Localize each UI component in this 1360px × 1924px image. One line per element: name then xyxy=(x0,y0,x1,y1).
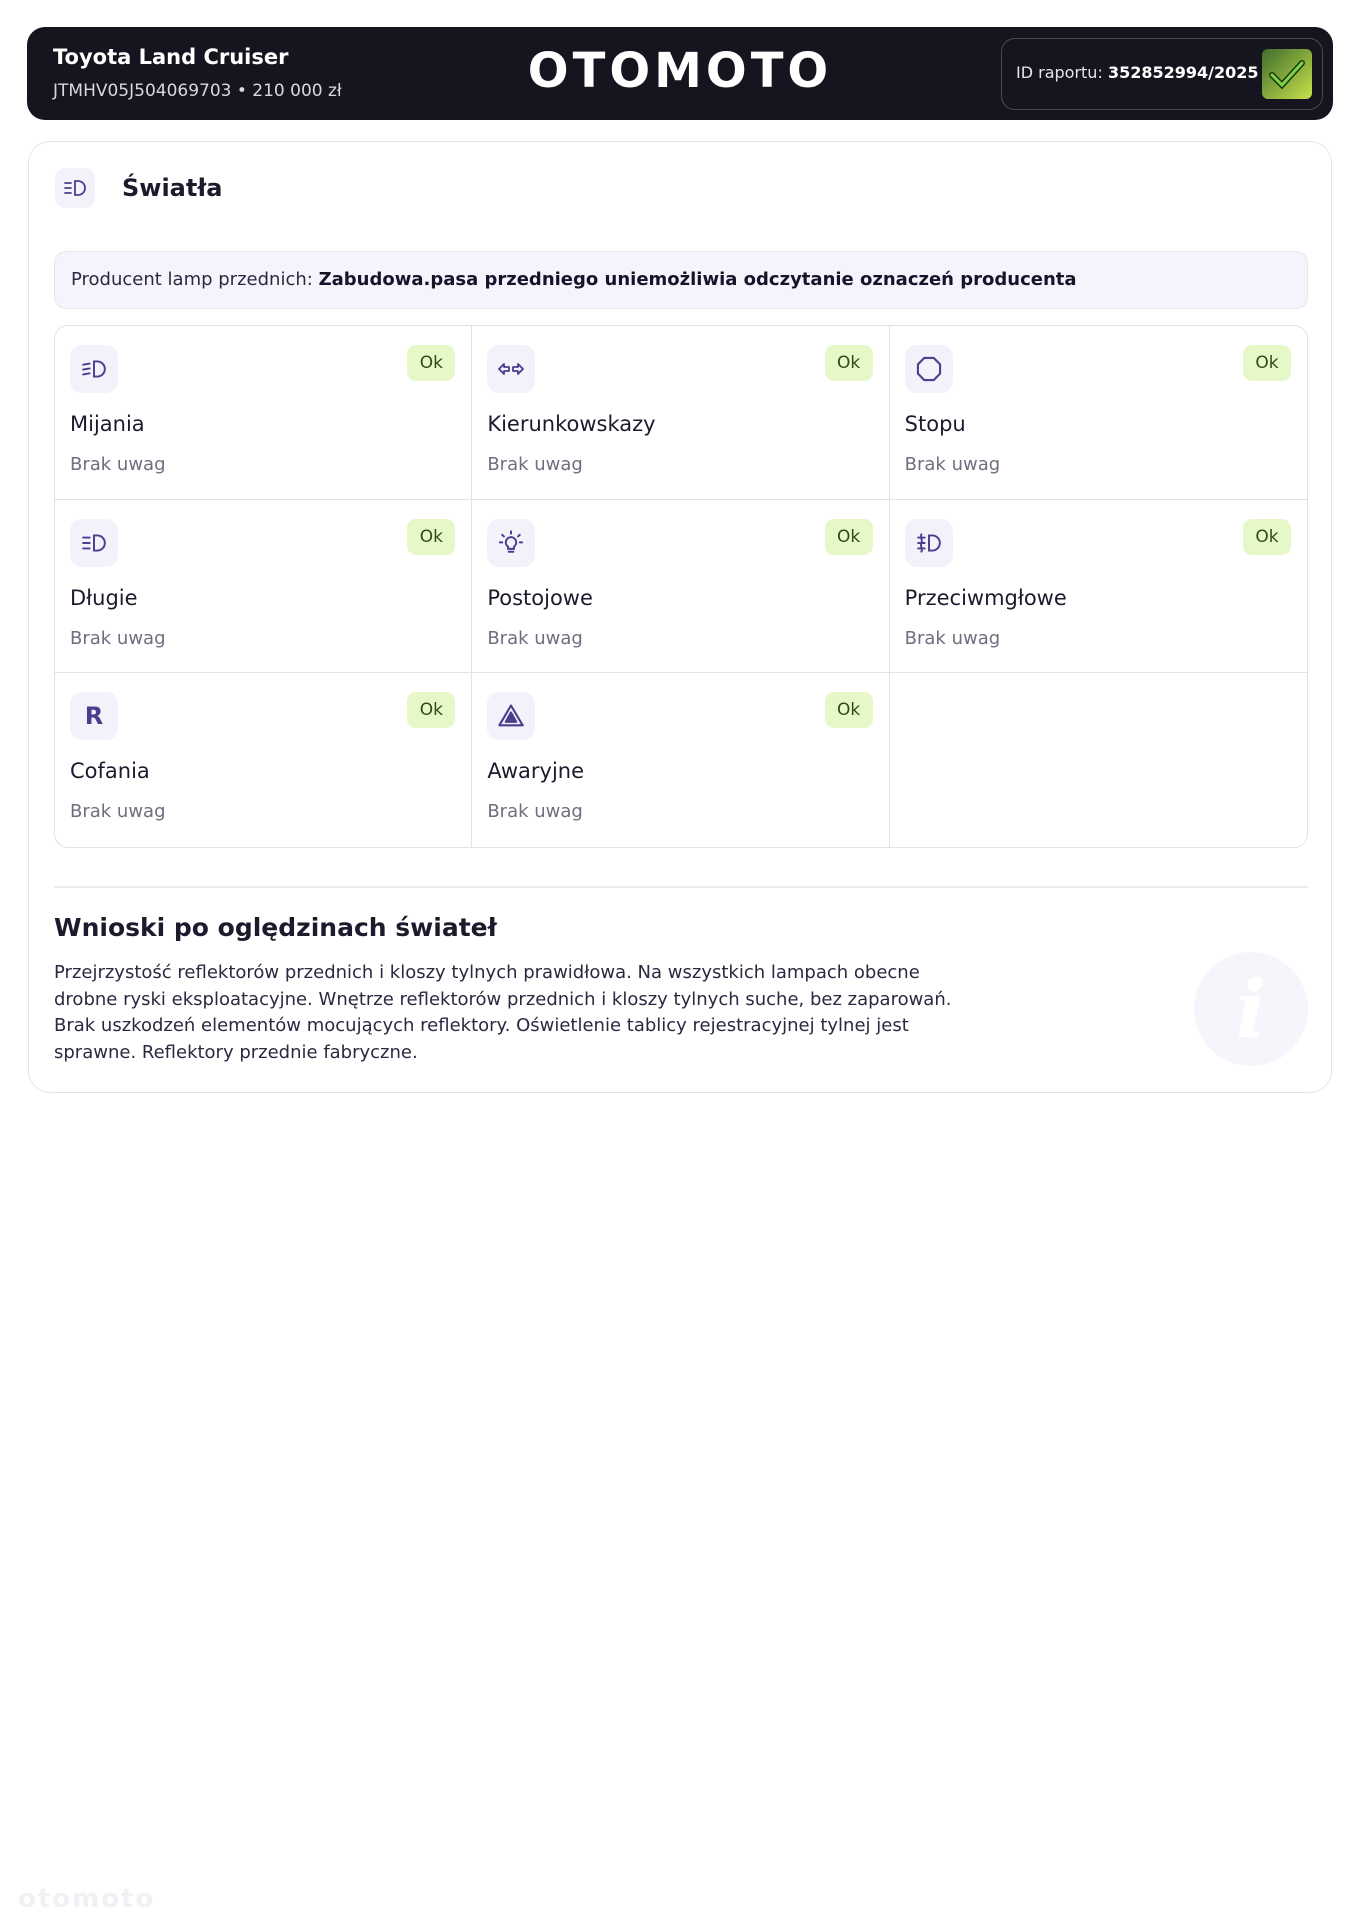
lights-grid xyxy=(54,325,1308,848)
info-icon: i xyxy=(1194,952,1308,1066)
light-name: Mijania xyxy=(70,412,145,436)
report-header xyxy=(27,27,1333,120)
status-badge: Ok xyxy=(1243,519,1291,555)
status-badge: Ok xyxy=(825,692,873,728)
status-badge: Ok xyxy=(825,345,873,381)
light-item-dlugie xyxy=(55,500,472,674)
brake-light-icon xyxy=(905,345,953,393)
empty-cell xyxy=(890,673,1307,847)
status-badge: Ok xyxy=(407,345,455,381)
light-name: Kierunkowskazy xyxy=(487,412,656,436)
status-badge: Ok xyxy=(825,519,873,555)
otomoto-watermark: otomoto xyxy=(18,1884,156,1914)
conclusions-title: Wnioski po oględzinach świateł xyxy=(54,913,497,942)
light-name: Długie xyxy=(70,585,138,610)
status-badge: Ok xyxy=(407,692,455,728)
lights-section-card xyxy=(28,141,1332,1093)
parking-light-icon xyxy=(487,519,535,567)
light-note: Brak uwag xyxy=(70,801,166,823)
light-note: Brak uwag xyxy=(904,454,1001,475)
status-badge: Ok xyxy=(407,519,455,555)
light-note: Brak uwag xyxy=(70,627,166,649)
verified-badge-icon xyxy=(1262,49,1312,99)
reverse-light-icon: R xyxy=(70,692,118,740)
light-item-cofania xyxy=(55,673,472,847)
vehicle-vin-price: JTMHV05J504069703 • 210 000 zł xyxy=(53,81,342,101)
light-name: Postojowe xyxy=(487,585,593,610)
light-name: Cofania xyxy=(70,759,150,784)
light-note: Brak uwag xyxy=(487,454,583,475)
vehicle-title: Toyota Land Cruiser xyxy=(53,45,289,69)
status-badge: Ok xyxy=(1243,345,1291,381)
fog-light-icon xyxy=(905,519,953,567)
otomoto-logo: OTOMOTO xyxy=(527,43,833,99)
light-note: Brak uwag xyxy=(487,627,583,649)
report-id: ID raportu: 352852994/2025 xyxy=(1016,63,1259,82)
report-id-box xyxy=(1001,38,1323,110)
light-item-przeciwmglowe xyxy=(890,500,1307,674)
light-name: Awaryjne xyxy=(487,759,585,784)
conclusions-text: Przejrzystość reflektorów przednich i kloszy tylnych prawidłowa. Na wszystkich lampach obecne drobne ryski eksploatacyjne. Wnętrze reflektorów przednich i kloszy tylnych suche, bez zaparowań. Brak uszkodzeń elementów mocujących reflektory. Oświetlenie tablicy rejestracyjnej tylnej jest sprawne. Reflektory przednie fabryczne. xyxy=(54,962,952,1063)
light-item-kierunkowskazy xyxy=(472,326,889,500)
light-item-postojowe xyxy=(472,500,889,674)
headlight-icon xyxy=(55,168,95,208)
section-title: Światła xyxy=(122,174,223,202)
light-note: Brak uwag xyxy=(904,627,1001,649)
turn-signal-icon xyxy=(487,345,535,393)
light-name: Przeciwmgłowe xyxy=(904,585,1067,610)
divider xyxy=(54,886,1308,888)
light-note: Brak uwag xyxy=(487,801,583,823)
producer-info: Producent lamp przednich: Zabudowa.pasa przedniego uniemożliwia odczytanie oznaczeń producenta xyxy=(54,251,1308,309)
low-beam-icon xyxy=(70,345,118,393)
high-beam-icon xyxy=(70,519,118,567)
light-item-mijania xyxy=(55,326,472,500)
light-item-stopu xyxy=(890,326,1307,500)
hazard-light-icon xyxy=(487,692,535,740)
light-note: Brak uwag xyxy=(70,454,166,475)
light-name: Stopu xyxy=(904,412,966,436)
light-item-awaryjne xyxy=(472,673,889,847)
